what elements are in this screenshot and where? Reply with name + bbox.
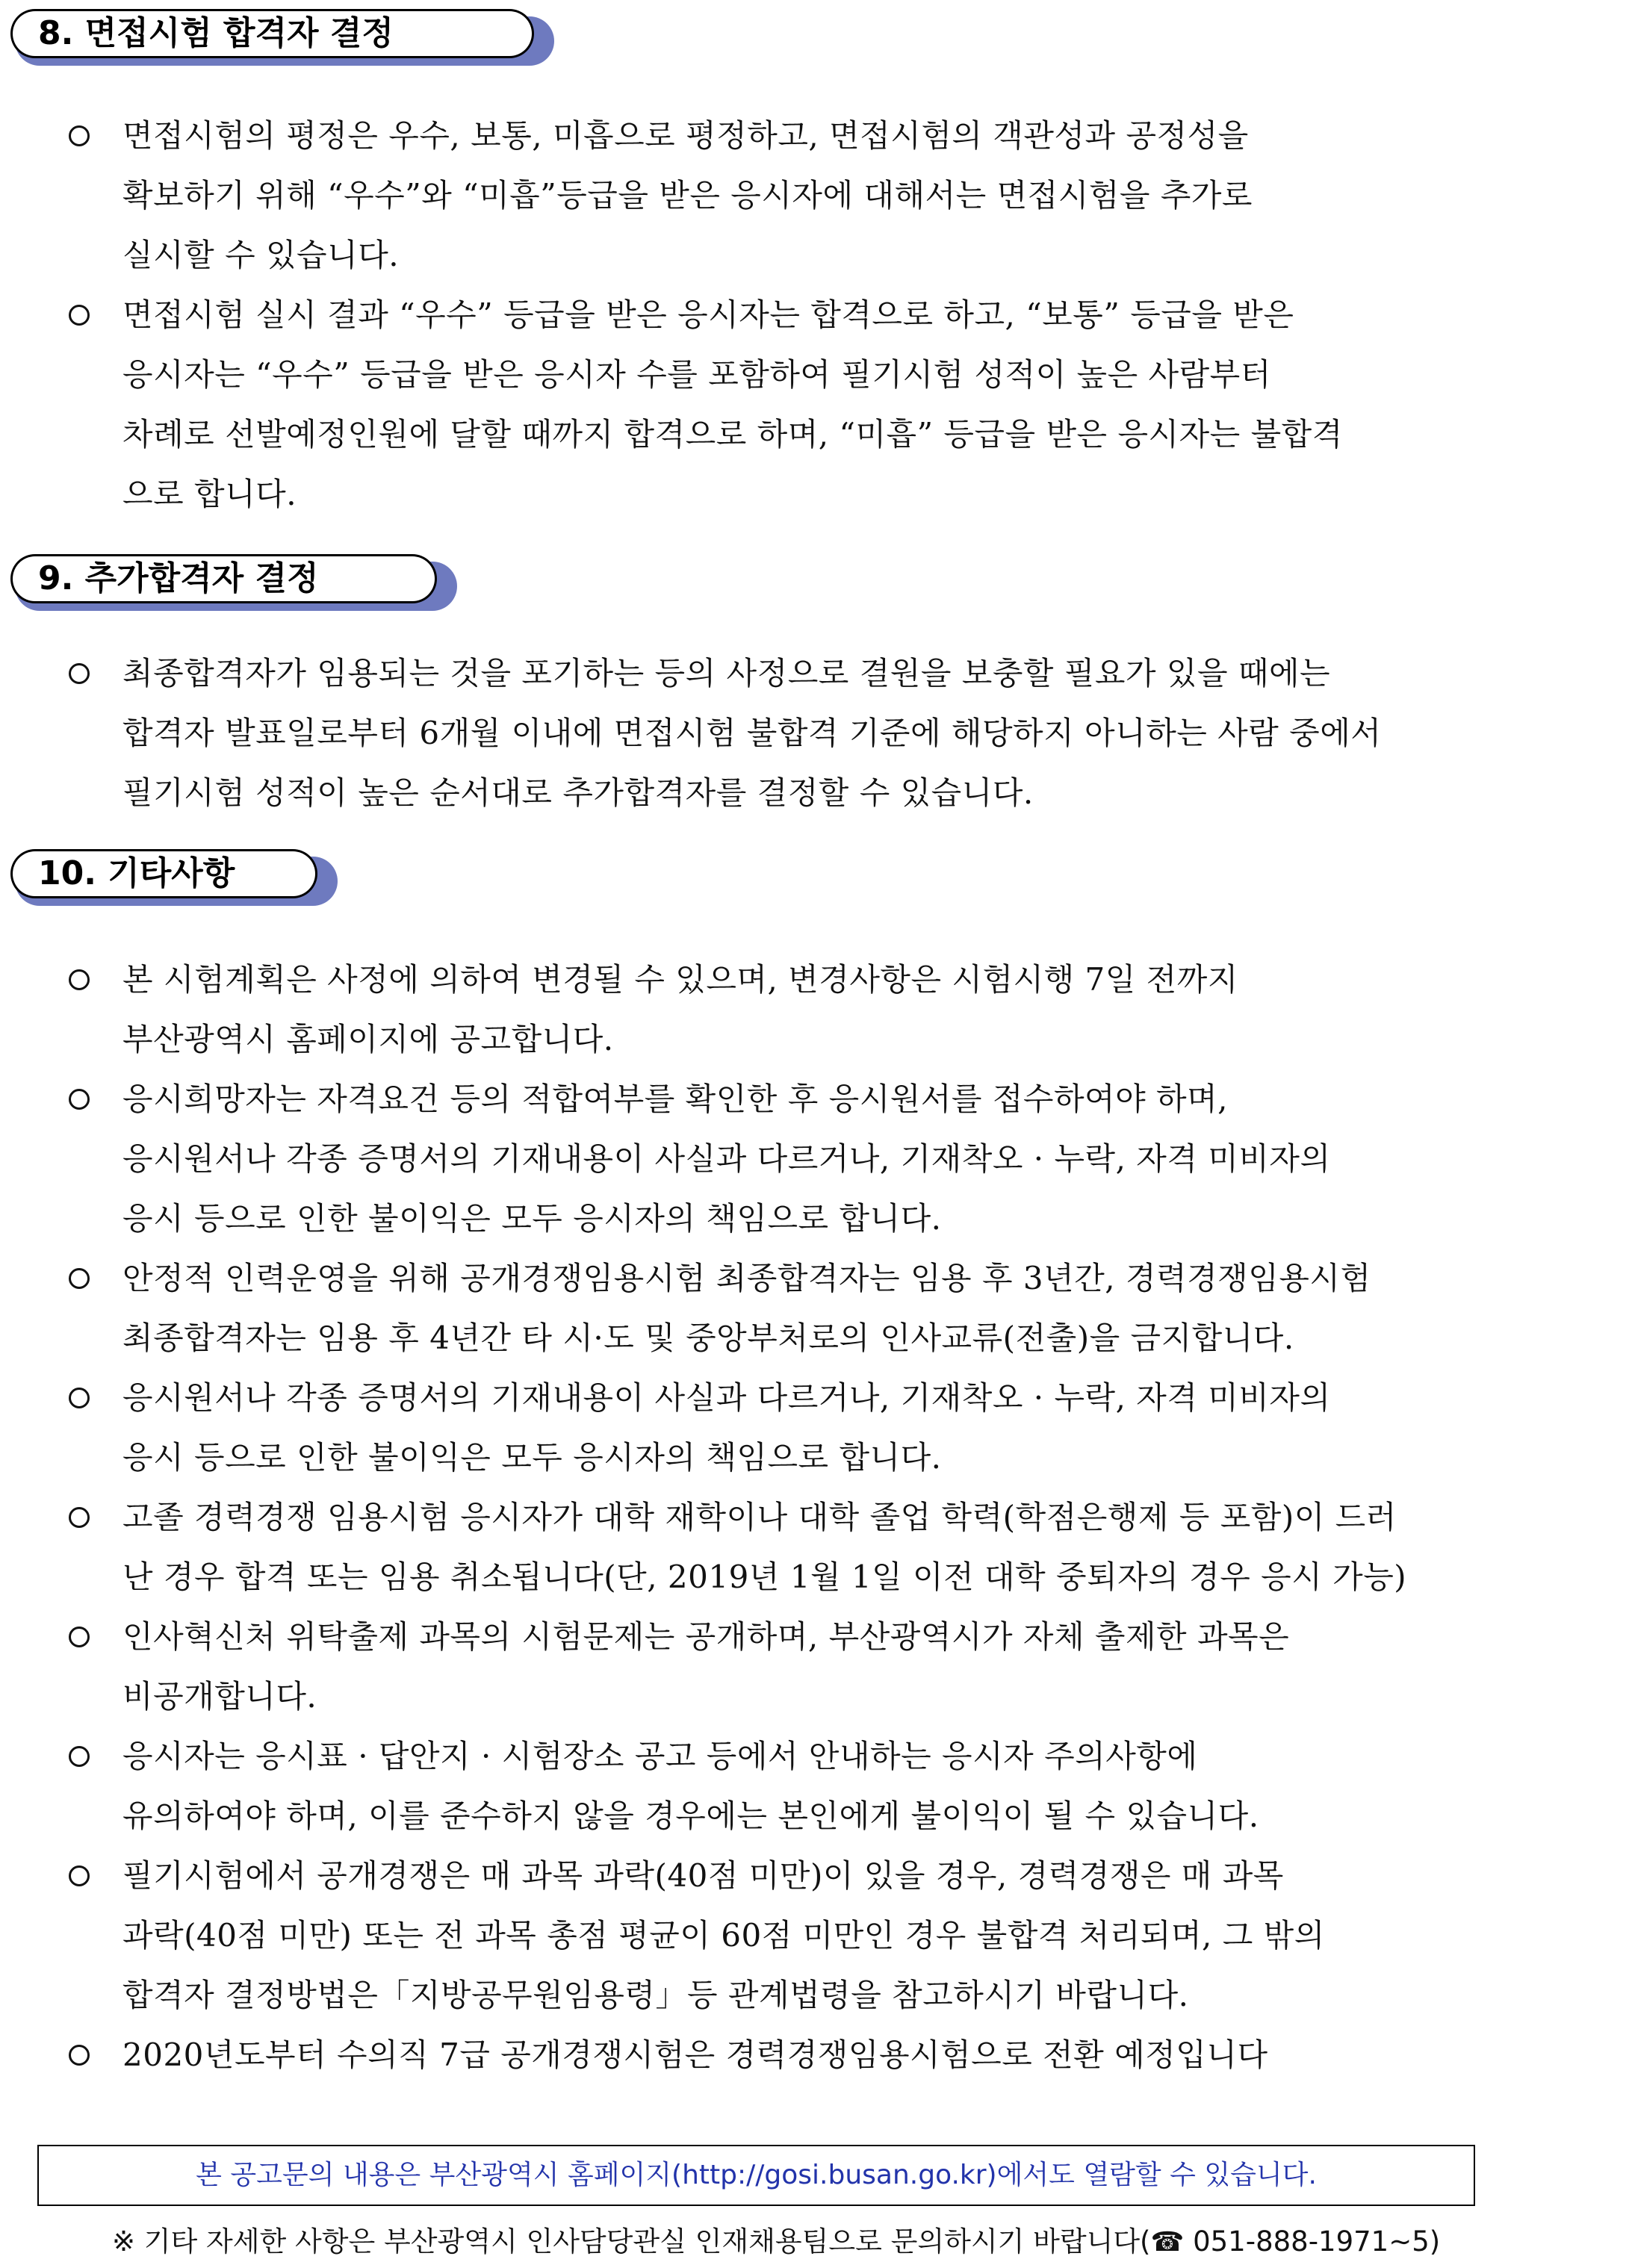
circle-bullet-icon [69, 1507, 90, 1528]
section-heading [10, 849, 293, 898]
section-heading [10, 9, 509, 58]
item-line: 응시원서나 각종 증명서의 기재내용이 사실과 다르거나, 기재착오 · 누락, 자격 미비자의 [122, 1379, 1331, 1416]
circle-bullet-icon [69, 125, 90, 146]
list-item [69, 2025, 1596, 2085]
contact-footnote [112, 2219, 1598, 2265]
section-heading-text: 8. 면접시험 합격자 결정 [38, 14, 394, 52]
item-line: 인사혁신처 위탁출제 과목의 시험문제는 공개하며, 부산광역시가 자체 출제한 과목은 [122, 1618, 1290, 1655]
item-line: 유의하여야 하며, 이를 준수하지 않을 경우에는 본인에게 불이익이 될 수 있습니다. [122, 1798, 1259, 1834]
list-item [69, 1727, 1596, 1846]
item-line: 2020년도부터 수의직 7급 공개경쟁시험은 경력경쟁임용시험으로 전환 예정입니다 [122, 2036, 1268, 2073]
circle-bullet-icon [69, 969, 90, 990]
item-line: 응시원서나 각종 증명서의 기재내용이 사실과 다르거나, 기재착오 · 누락, 자격 미비자의 [122, 1140, 1331, 1177]
section-heading-text: 10. 기타사항 [38, 854, 235, 892]
notice-text: 본 공고문의 내용은 부산광역시 홈페이지(http://gosi.busan.go.kr)에서도 열람할 수 있습니다. [196, 2160, 1317, 2190]
item-line: 응시 등으로 인한 불이익은 모두 응시자의 책임으로 합니다. [122, 1439, 942, 1476]
item-line: 응시자는 응시표 · 답안지 · 시험장소 공고 등에서 안내하는 응시자 주의사항에 [122, 1738, 1198, 1774]
section-heading [10, 554, 412, 603]
item-line: 안정적 인력운영을 위해 공개경쟁임용시험 최종합격자는 임용 후 3년간, 경력경쟁임용시험 [122, 1260, 1371, 1296]
circle-bullet-icon [69, 1268, 90, 1289]
item-line: 최종합격자가 임용되는 것을 포기하는 등의 사정으로 결원을 보충할 필요가 있을 때에는 [122, 655, 1331, 692]
item-line: 합격자 결정방법은「지방공무원임용령」등 관계법령을 참고하시기 바랍니다. [122, 1977, 1189, 2013]
item-line: 본 시험계획은 사정에 의하여 변경될 수 있으며, 변경사항은 시험시행 7일 전까지 [122, 961, 1238, 998]
item-line: 난 경우 합격 또는 임용 취소됩니다(단, 2019년 1월 1일 이전 대학 중퇴자의 경우 응시 가능) [122, 1559, 1407, 1595]
footnote-phone: 051-888-1971∼5) [1184, 2225, 1441, 2258]
circle-bullet-icon [69, 1627, 90, 1647]
item-line: 확보하기 위해 “우수”와 “미흡”등급을 받은 응시자에 대해서는 면접시험을 추가로 [122, 177, 1253, 214]
list-item [69, 644, 1596, 823]
item-line: 응시 등으로 인한 불이익은 모두 응시자의 책임으로 합니다. [122, 1200, 942, 1237]
item-line: 응시희망자는 자격요건 등의 적합여부를 확인한 후 응시원서를 접수하여야 하며, [122, 1081, 1229, 1117]
list-item [69, 106, 1596, 285]
list-item [69, 1368, 1596, 1488]
list-item [69, 1846, 1596, 2025]
item-line: 고졸 경력경쟁 임용시험 응시자가 대학 재학이나 대학 졸업 학력(학점은행제 등 포함)이 드러 [122, 1499, 1397, 1535]
notice-box [37, 2145, 1475, 2206]
item-line: 으로 합니다. [122, 476, 297, 512]
list-item [69, 1249, 1596, 1368]
item-line: 비공개합니다. [122, 1678, 317, 1715]
bullet-list [69, 106, 1596, 524]
list-item [69, 950, 1596, 1069]
item-line: 필기시험에서 공개경쟁은 매 과목 과락(40점 미만)이 있을 경우, 경력경쟁은 매 과목 [122, 1857, 1284, 1894]
circle-bullet-icon [69, 1089, 90, 1110]
circle-bullet-icon [69, 2045, 90, 2066]
section-heading-text: 9. 추가합격자 결정 [38, 559, 319, 597]
item-line: 면접시험의 평정은 우수, 보통, 미흡으로 평정하고, 면접시험의 객관성과 공정성을 [122, 117, 1249, 154]
circle-bullet-icon [69, 305, 90, 326]
item-line: 응시자는 “우수” 등급을 받은 응시자 수를 포함하여 필기시험 성적이 높은 사람부터 [122, 356, 1271, 393]
list-item [69, 285, 1596, 524]
circle-bullet-icon [69, 1746, 90, 1767]
item-line: 면접시험 실시 결과 “우수” 등급을 받은 응시자는 합격으로 하고, “보통” 등급을 받은 [122, 296, 1294, 333]
list-item [69, 1607, 1596, 1727]
footnote-text: ※ 기타 자세한 사항은 부산광역시 인사담당관실 인재채용팀으로 문의하시기 바랍니다( [112, 2225, 1151, 2258]
item-line: 합격자 발표일로부터 6개월 이내에 면접시험 불합격 기준에 해당하지 아니하는 사람 중에서 [122, 715, 1382, 751]
item-line: 최종합격자는 임용 후 4년간 타 시·도 및 중앙부처로의 인사교류(전출)을 금지합니다. [122, 1320, 1294, 1356]
item-line: 과락(40점 미만) 또는 전 과목 총점 평균이 60점 미만인 경우 불합격 처리되며, 그 밖의 [122, 1917, 1325, 1954]
item-line: 차례로 선발예정인원에 달할 때까지 합격으로 하며, “미흡” 등급을 받은 응시자는 불합격 [122, 416, 1343, 453]
item-line: 부산광역시 홈페이지에 공고합니다. [122, 1021, 614, 1057]
circle-bullet-icon [69, 1388, 90, 1408]
item-line: 필기시험 성적이 높은 순서대로 추가합격자를 결정할 수 있습니다. [122, 774, 1034, 811]
list-item [69, 1069, 1596, 1249]
item-line: 실시할 수 있습니다. [122, 237, 400, 273]
bullet-list [69, 644, 1596, 823]
circle-bullet-icon [69, 1865, 90, 1886]
circle-bullet-icon [69, 663, 90, 684]
list-item [69, 1488, 1596, 1607]
phone-icon: ☎ [1150, 2227, 1185, 2258]
bullet-list [69, 950, 1596, 2085]
